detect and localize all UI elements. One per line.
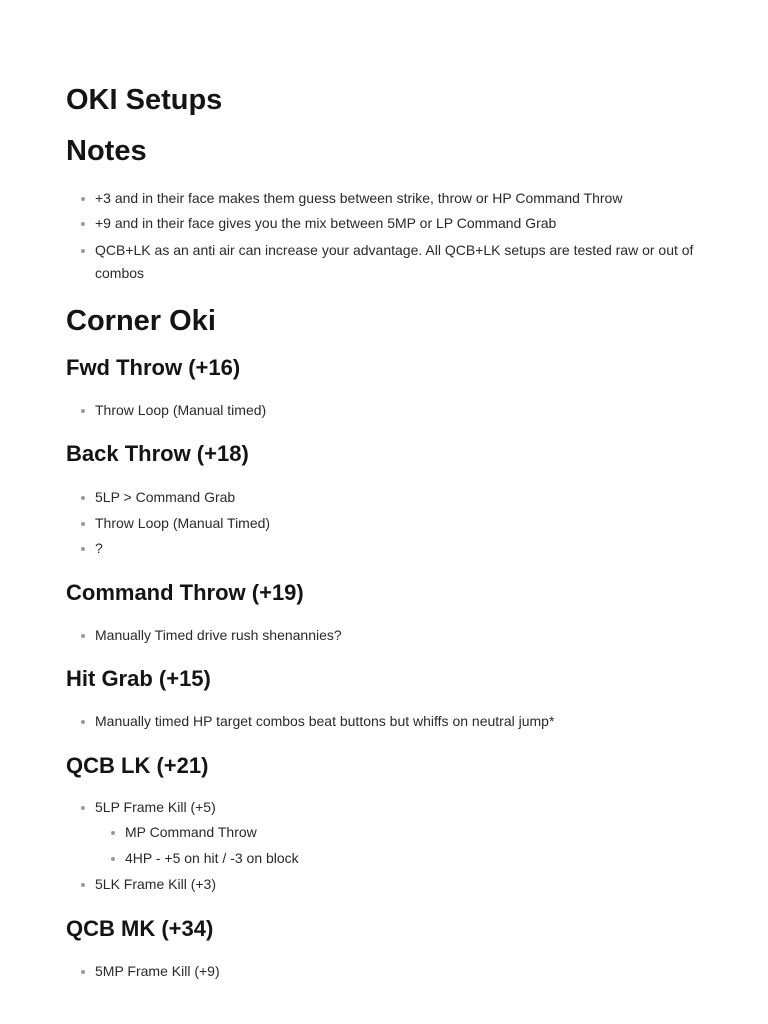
list-item [95, 212, 715, 235]
nested-list-item [125, 847, 715, 870]
item-text: 5LK Frame Kill (+3) [95, 876, 216, 892]
note-text: +3 and in their face makes them guess between strike, throw or HP Command Throw [95, 190, 623, 206]
bullet-icon [81, 883, 85, 887]
list-item [95, 710, 715, 733]
bullet-icon [111, 857, 115, 861]
item-text: Manually timed HP target combos beat buttons but whiffs on neutral jump* [95, 713, 555, 729]
bullet-icon [81, 522, 85, 526]
list-item [95, 486, 715, 509]
section-heading: QCB MK (+34) [66, 916, 214, 941]
list-item [95, 239, 715, 285]
list-item [95, 512, 715, 535]
item-text: 5MP Frame Kill (+9) [95, 963, 220, 979]
item-text: ? [95, 540, 103, 556]
section-heading: QCB LK (+21) [66, 753, 209, 778]
corner-oki-heading: Corner Oki [66, 305, 216, 337]
note-text: +9 and in their face gives you the mix between 5MP or LP Command Grab [95, 215, 557, 231]
bullet-icon [81, 634, 85, 638]
item-text: 5LP Frame Kill (+5) [95, 799, 216, 815]
section-heading: Command Throw (+19) [66, 580, 304, 605]
nested-list-item [125, 821, 715, 844]
item-text: Manually Timed drive rush shenannies? [95, 627, 342, 643]
bullet-icon [81, 547, 85, 551]
item-text: Throw Loop (Manual timed) [95, 402, 267, 418]
bullet-icon [81, 249, 85, 253]
notes-heading: Notes [66, 135, 147, 167]
section-heading: Fwd Throw (+16) [66, 355, 241, 380]
bullet-icon [81, 222, 85, 226]
section-heading: Back Throw (+18) [66, 441, 249, 466]
item-text: Throw Loop (Manual Timed) [95, 515, 271, 531]
list-item [95, 399, 715, 422]
list-item [95, 537, 715, 560]
bullet-icon [81, 409, 85, 413]
list-item [95, 624, 715, 647]
note-text: QCB+LK as an anti air can increase your advantage. All QCB+LK setups are tested raw or out of combos [95, 242, 694, 281]
bullet-icon [81, 806, 85, 810]
item-text: MP Command Throw [125, 824, 257, 840]
item-text: 4HP - +5 on hit / -3 on block [125, 850, 299, 866]
section-heading: Hit Grab (+15) [66, 666, 211, 691]
item-text: 5LP > Command Grab [95, 489, 236, 505]
bullet-icon [81, 496, 85, 500]
bullet-icon [81, 197, 85, 201]
page-title: OKI Setups [66, 84, 223, 116]
bullet-icon [111, 831, 115, 835]
list-item [95, 873, 715, 896]
bullet-icon [81, 720, 85, 724]
list-item [95, 960, 715, 983]
bullet-icon [81, 970, 85, 974]
list-item [95, 187, 715, 210]
list-item [95, 796, 715, 819]
